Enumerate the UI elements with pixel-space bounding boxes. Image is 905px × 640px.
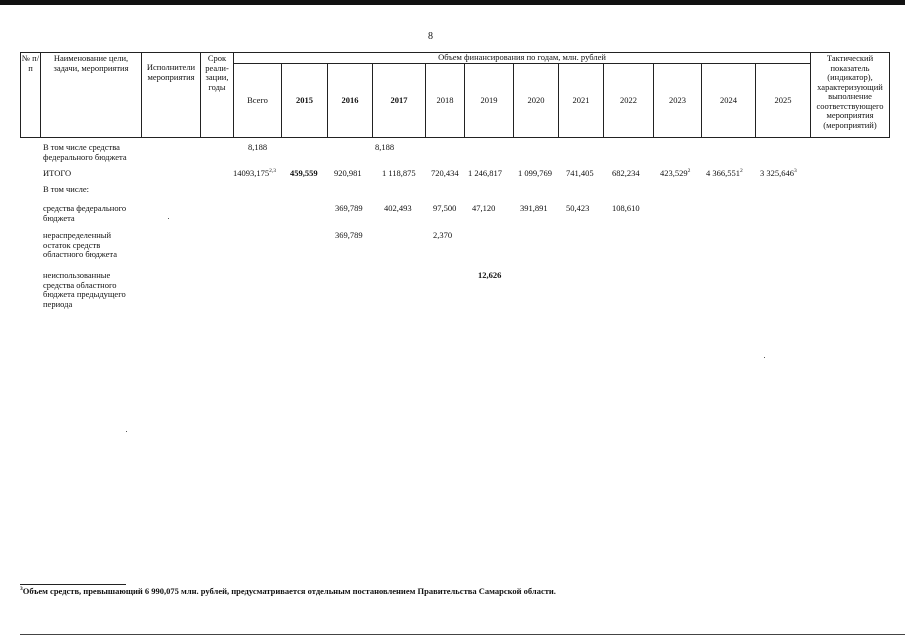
header-indicator <box>811 53 889 137</box>
bottom-border <box>20 634 905 635</box>
header-term <box>201 53 234 137</box>
row-2023: 423,529$^2$ <box>660 168 691 178</box>
header-year-label: 2025 <box>774 94 792 105</box>
row-2024: 4 366,551$^2$ <box>706 168 743 178</box>
scan-dot <box>168 218 169 219</box>
row-2016: 920,981 <box>334 168 362 178</box>
row-label: В том числе: <box>43 184 89 194</box>
row-total: 14093,175$^{2,3}$ <box>233 168 276 178</box>
row-2023-sup: 2 <box>687 168 691 175</box>
footnote-rule <box>20 584 126 585</box>
header-funding-label: Объем финансирования по годам, млн. рублей <box>438 52 606 62</box>
row-2020: 391,891 <box>520 203 548 213</box>
row-2017: 1 118,875 <box>382 168 416 178</box>
row-2024-sup: 2 <box>740 168 743 175</box>
row-2019: 1 246,817 <box>468 168 502 178</box>
row-2015: 459,559 <box>290 168 318 178</box>
row-2025-sup: 3 <box>794 168 797 175</box>
row-2019: 47,120 <box>472 203 496 213</box>
header-year-label: 2017 <box>390 94 408 105</box>
header-year-2017 <box>373 64 426 137</box>
header-executors <box>142 53 201 137</box>
header-year-2025 <box>756 64 811 137</box>
header-year-2023 <box>654 64 702 137</box>
header-num-label: № п/п <box>21 53 40 73</box>
header-year-label: 2023 <box>669 94 686 105</box>
row-2020: 1 099,769 <box>518 168 552 178</box>
row-label: средства федерального бюджета <box>43 203 127 223</box>
row-2018: 97,500 <box>433 203 457 213</box>
row-label-total: ИТОГО <box>43 168 72 178</box>
row-2021: 50,423 <box>566 203 590 213</box>
row-2021: 741,405 <box>566 168 594 178</box>
header-year-label: 2018 <box>436 94 454 105</box>
top-border <box>0 0 905 5</box>
row-2018: 2,370 <box>433 230 453 240</box>
header-term-label: Срок реали-зации, годы <box>205 53 229 92</box>
footnote-mark: 3 <box>20 586 23 593</box>
header-year-label: 2024 <box>720 94 737 105</box>
header-year-2018 <box>426 64 465 137</box>
header-year-2020 <box>514 64 559 137</box>
row-label: неиспользованные средства областного бюджета предыдущего периода <box>43 270 126 309</box>
row-2018: 720,434 <box>431 168 459 178</box>
header-year-label: 2019 <box>480 94 498 105</box>
scan-dot <box>764 357 765 358</box>
header-total-label: Всего <box>247 94 268 105</box>
header-year-2016 <box>328 64 373 137</box>
header-total <box>234 64 282 137</box>
header-funding <box>234 53 811 64</box>
footnote <box>20 586 556 596</box>
header-year-2019 <box>465 64 514 137</box>
row-2022: 682,234 <box>612 168 640 178</box>
page-number: 8 <box>428 31 433 42</box>
header-year-label: 2022 <box>620 94 637 105</box>
header-year-label: 2015 <box>296 94 313 105</box>
header-indicator-label: Тактический показатель (индикатор), характеризующий выполнение соответствующего мероприятия (мероприятий) <box>816 53 884 130</box>
row-2017: 402,493 <box>384 203 412 213</box>
scan-dot <box>126 431 127 432</box>
header-num <box>21 53 41 137</box>
header-year-label: 2021 <box>572 94 590 105</box>
header-year-2015 <box>282 64 328 137</box>
row-label: нераспределенный остаток средств областного бюджета <box>43 230 118 259</box>
header-year-label: 2020 <box>527 94 545 105</box>
header-year-2024 <box>702 64 756 137</box>
header-name-label: Наименование цели, задачи, мероприятия <box>53 53 129 73</box>
row-2019: 12,626 <box>478 270 502 280</box>
row-2022: 108,610 <box>612 203 640 213</box>
footnote-text: Объем средств, превышающий 6 990,075 млн. рублей, предусматривается отдельным постановлением Правительства Самарской области. <box>22 586 556 596</box>
row-total-sup: 2,3 <box>269 168 276 175</box>
row-total: 8,188 <box>248 142 268 152</box>
header-executors-label: Исполнители мероприятия <box>146 62 196 82</box>
row-2016: 369,789 <box>335 230 363 240</box>
header-year-2021 <box>559 64 604 137</box>
row-label: В том числе средства федерального бюджета <box>43 142 127 162</box>
row-2016: 369,789 <box>335 203 363 213</box>
row-2025: 3 325,646$^3$ <box>760 168 797 178</box>
header-name <box>41 53 142 137</box>
header-year-label: 2016 <box>341 94 359 105</box>
row-2017: 8,188 <box>375 142 395 152</box>
header-year-2022 <box>604 64 654 137</box>
table-header <box>20 52 890 138</box>
